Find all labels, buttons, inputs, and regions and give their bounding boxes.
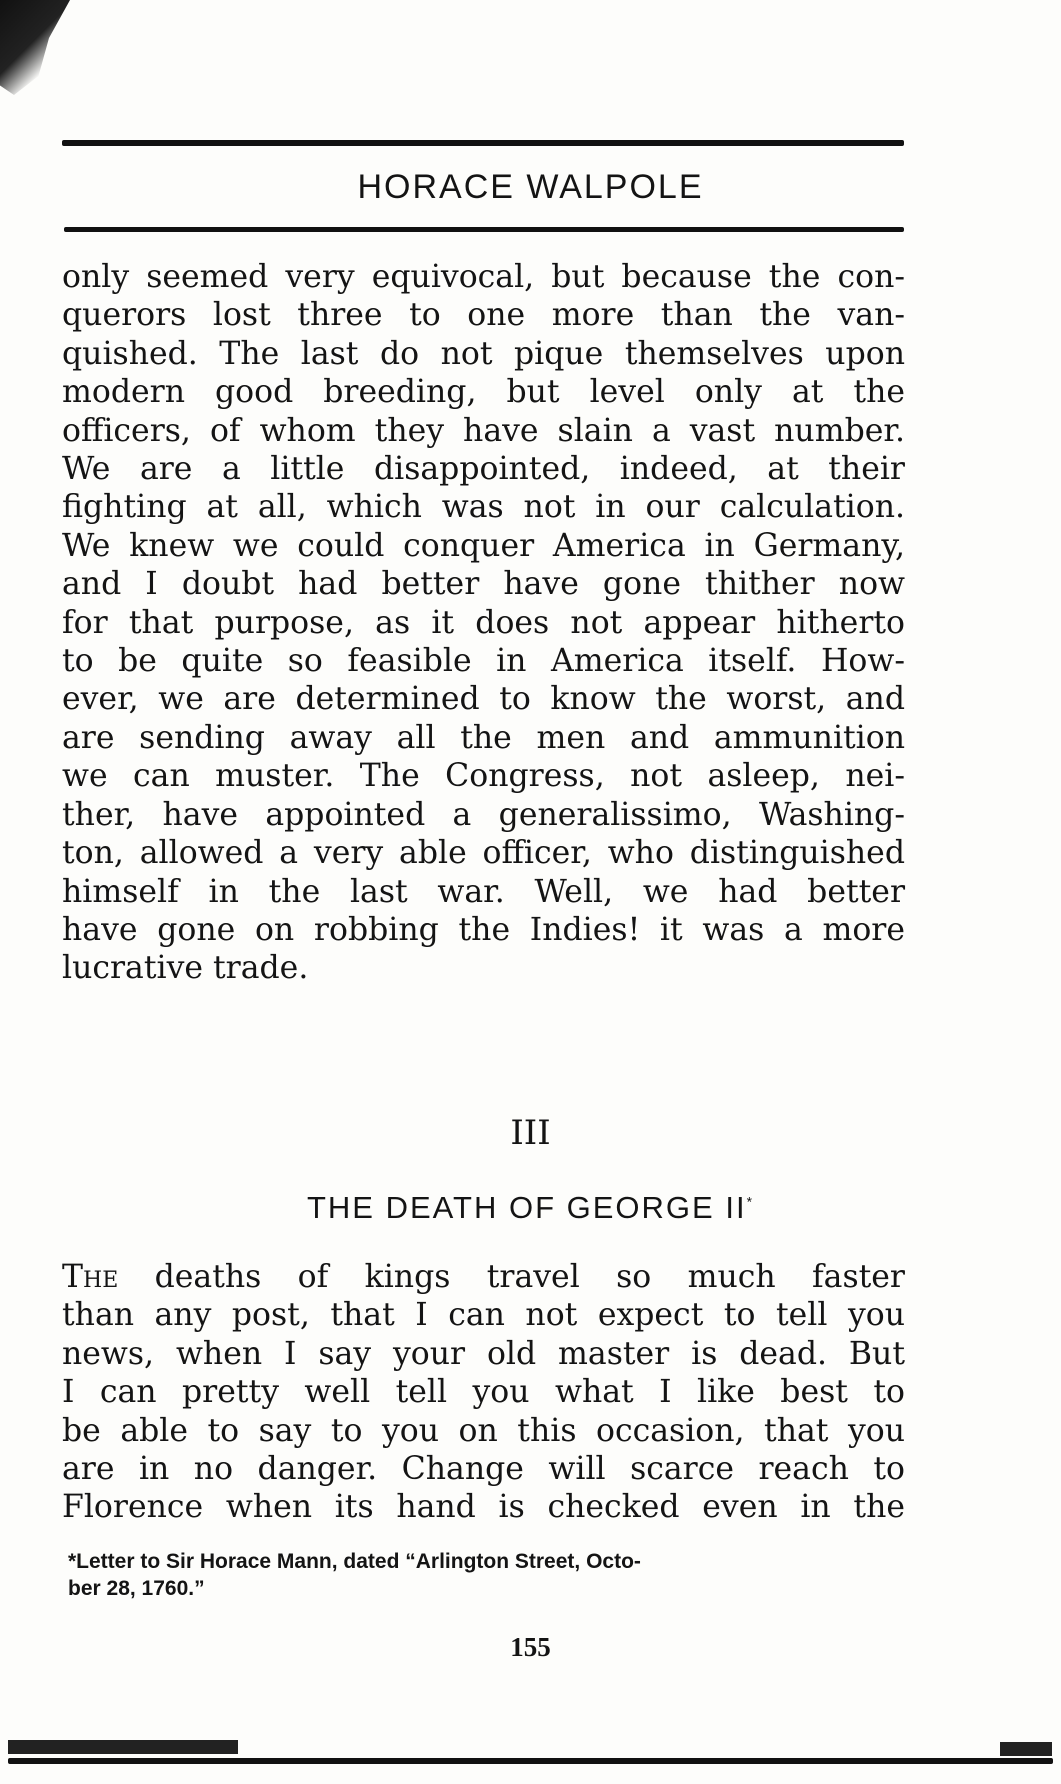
text-line: we can muster. The Congress, not asleep, nei- [62, 758, 905, 795]
text-line [62, 1258, 905, 1296]
text-line: I can pretty well tell you what I like best to [62, 1374, 905, 1411]
text-line: news, when I say your old master is dead. But [62, 1335, 905, 1372]
first-line-rest: deaths of kings travel so much faster [118, 1259, 905, 1295]
text-line: fighting at all, which was not in our calculation. [62, 489, 905, 526]
scan-edge-mark-left [8, 1740, 238, 1754]
section-title-text: THE DEATH OF GEORGE II [306, 1190, 747, 1225]
text-line: ever, we are determined to know the worst, and [62, 681, 905, 718]
text-line: ton, allowed a very able officer, who distinguished [62, 835, 905, 872]
footnote-marker: * [746, 1193, 755, 1210]
text-line: ther, have appointed a generalissimo, Washing- [62, 796, 905, 833]
header-rule-bottom [64, 227, 904, 232]
drop-word: The [62, 1259, 119, 1295]
page-number: 155 [510, 1632, 551, 1662]
text-line: be able to say to you on this occasion, that you [62, 1412, 905, 1449]
footnote [68, 1548, 904, 1602]
scan-edge-mark-right [1000, 1742, 1052, 1756]
text-line: querors lost three to one more than the van- [62, 297, 905, 334]
text-line: are in no danger. Change will scarce reach to [62, 1451, 905, 1488]
text-line: himself in the last war. Well, we had better [62, 873, 905, 910]
running-head: HORACE WALPOLE [357, 168, 704, 206]
text-line: officers, of whom they have slain a vast number. [62, 412, 905, 449]
header-rule-top [62, 140, 904, 146]
footnote-line: *Letter to Sir Horace Mann, dated “Arlington Street, Octo- [68, 1550, 641, 1573]
text-line: are sending away all the men and ammunition [62, 719, 905, 756]
bottom-rule [8, 1758, 1053, 1764]
text-line: have gone on robbing the Indies! it was a more [62, 911, 905, 948]
section-title [0, 1190, 1061, 1226]
text-line: modern good breeding, but level only at the [62, 374, 905, 411]
text-line: than any post, that I can not expect to tell you [62, 1297, 905, 1334]
scan-corner-mark [0, 0, 70, 95]
section-numeral: III [510, 1113, 551, 1153]
text-line: Florence when its hand is checked even in the [62, 1489, 905, 1526]
text-line: quished. The last do not pique themselves upon [62, 335, 905, 372]
text-line: and I doubt had better have gone thither now [62, 566, 905, 603]
footnote-line: ber 28, 1760.” [68, 1577, 205, 1600]
text-line: lucrative trade. [62, 950, 309, 987]
text-line: We are a little disappointed, indeed, at their [62, 451, 905, 488]
text-line: for that purpose, as it does not appear hitherto [62, 604, 905, 641]
paragraph-2 [62, 1258, 905, 1527]
text-line: only seemed very equivocal, but because the con- [62, 259, 905, 295]
paragraph-1 [62, 258, 905, 988]
text-line: We knew we could conquer America in Germany, [62, 527, 905, 564]
text-line: to be quite so feasible in America itself. How- [62, 643, 905, 680]
